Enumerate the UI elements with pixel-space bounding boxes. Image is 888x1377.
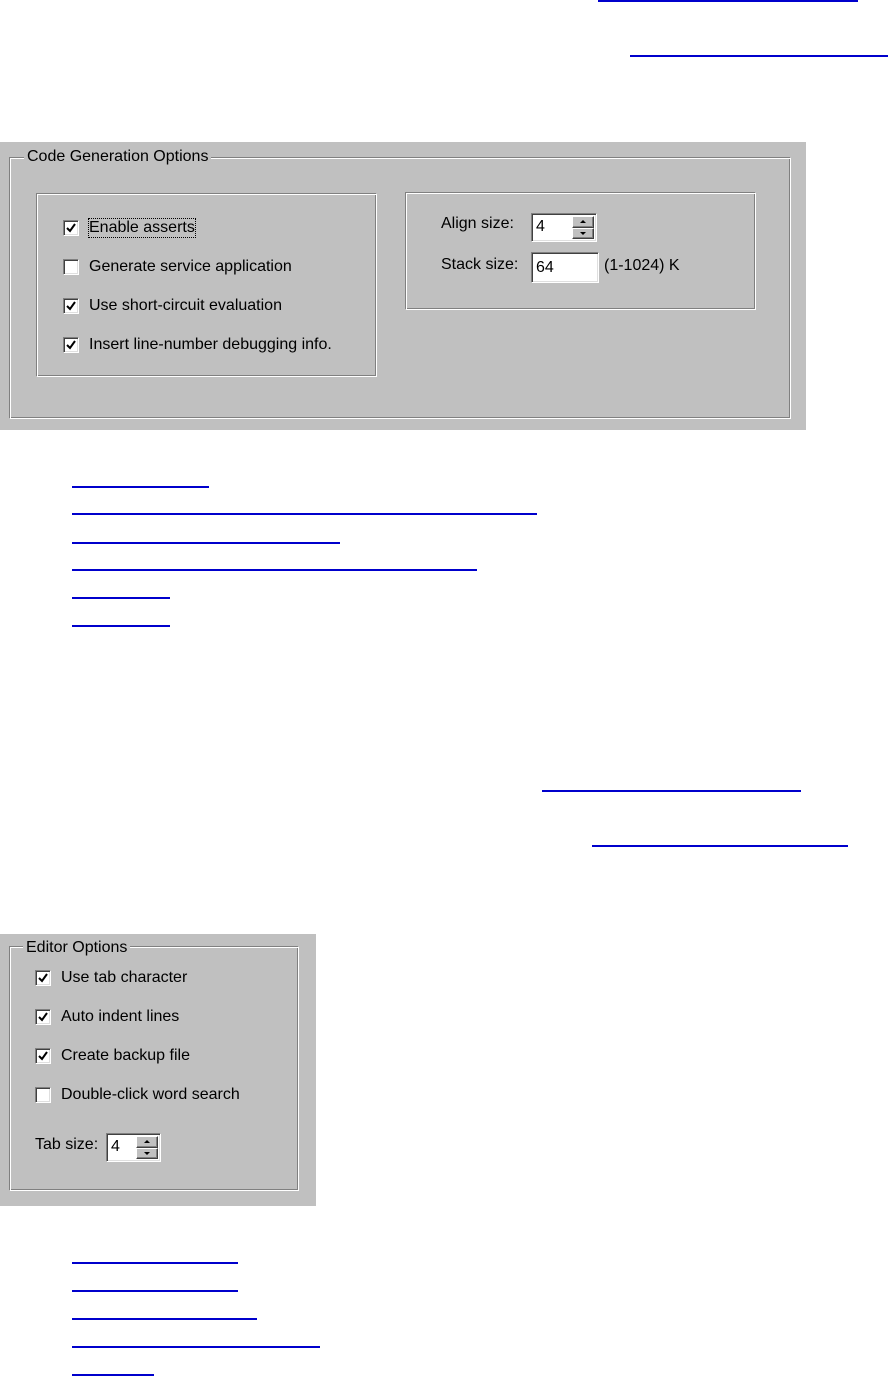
checkbox-auto-indent-lines[interactable] (35, 1007, 179, 1027)
link-list-2-item-4[interactable] (72, 1346, 320, 1348)
link-list-1-item-2[interactable] (72, 513, 537, 515)
link-list-1-item-4[interactable] (72, 569, 477, 571)
checkbox-generate-service-application[interactable] (63, 257, 292, 277)
checkmark-icon (66, 223, 76, 233)
link-top-2[interactable] (630, 55, 888, 57)
checkbox-label: Insert line-number debugging info. (89, 336, 332, 353)
checkbox-label: Double-click word search (61, 1086, 240, 1103)
align-size-spinner[interactable] (572, 216, 594, 239)
checkbox-box[interactable] (63, 298, 79, 314)
link-list-2-item-1[interactable] (72, 1262, 238, 1264)
tab-size-value: 4 (111, 1138, 120, 1155)
stack-size-label: Stack size: (441, 256, 519, 273)
link-list-2-item-2[interactable] (72, 1290, 238, 1292)
checkbox-box[interactable] (63, 337, 79, 353)
editor-options-title: Editor Options (23, 939, 130, 957)
checkmark-icon (38, 1012, 48, 1022)
checkmark-icon (66, 340, 76, 350)
align-size-label: Align size: (441, 215, 514, 232)
align-size-value: 4 (536, 218, 545, 235)
code-generation-panel (0, 142, 806, 430)
checkbox-label: Create backup file (61, 1047, 190, 1064)
link-list-1-item-3[interactable] (72, 542, 340, 544)
link-mid-1[interactable] (542, 790, 801, 792)
tab-size-spin-up-button[interactable] (136, 1136, 158, 1148)
stack-size-value: 64 (536, 259, 554, 276)
code-generation-title: Code Generation Options (24, 148, 211, 166)
checkmark-icon (38, 1051, 48, 1061)
link-list-2-item-3[interactable] (72, 1318, 257, 1320)
checkbox-label: Auto indent lines (61, 1008, 180, 1025)
checkbox-label: Enable asserts (89, 219, 195, 236)
stack-size-range: (1-1024) K (604, 257, 680, 274)
tab-size-input[interactable] (106, 1133, 161, 1162)
checkbox-use-tab-character[interactable] (35, 968, 187, 988)
checkbox-use-short-circuit-evaluation[interactable] (63, 296, 282, 316)
align-size-spin-up-button[interactable] (572, 216, 594, 228)
checkbox-box[interactable] (35, 1087, 51, 1103)
spin-down-arrow-icon (144, 1152, 150, 1155)
link-list-1-item-5[interactable] (72, 597, 170, 599)
checkbox-insert-line-number-debugging-info[interactable] (63, 335, 332, 355)
checkbox-box[interactable] (63, 259, 79, 275)
checkbox-label: Generate service application (89, 258, 292, 275)
checkbox-label: Use tab character (61, 969, 188, 986)
link-mid-2[interactable] (592, 845, 848, 847)
checkbox-create-backup-file[interactable] (35, 1046, 190, 1066)
spin-up-arrow-icon (144, 1140, 150, 1143)
checkbox-box[interactable] (35, 1048, 51, 1064)
editor-options-panel (0, 934, 316, 1206)
tab-size-spinner[interactable] (136, 1136, 158, 1159)
checkbox-box[interactable] (35, 970, 51, 986)
spin-down-arrow-icon (580, 232, 586, 235)
checkmark-icon (38, 973, 48, 983)
tab-size-label: Tab size: (35, 1136, 99, 1153)
link-list-1-item-1[interactable] (72, 486, 209, 488)
link-list-2-item-5[interactable] (72, 1374, 154, 1376)
tab-size-spin-down-button[interactable] (136, 1148, 158, 1160)
stack-size-input[interactable] (531, 252, 599, 283)
checkbox-box[interactable] (63, 220, 79, 236)
spin-up-arrow-icon (580, 220, 586, 223)
checkbox-double-click-word-search[interactable] (35, 1085, 240, 1105)
checkbox-label: Use short-circuit evaluation (89, 297, 282, 314)
align-size-spin-down-button[interactable] (572, 228, 594, 240)
align-size-input[interactable] (531, 213, 597, 242)
link-list-1-item-6[interactable] (72, 625, 170, 627)
checkbox-box[interactable] (35, 1009, 51, 1025)
code-generation-size-frame (405, 192, 756, 310)
link-top-1[interactable] (598, 0, 858, 2)
checkmark-icon (66, 301, 76, 311)
checkbox-enable-asserts[interactable] (63, 218, 195, 238)
